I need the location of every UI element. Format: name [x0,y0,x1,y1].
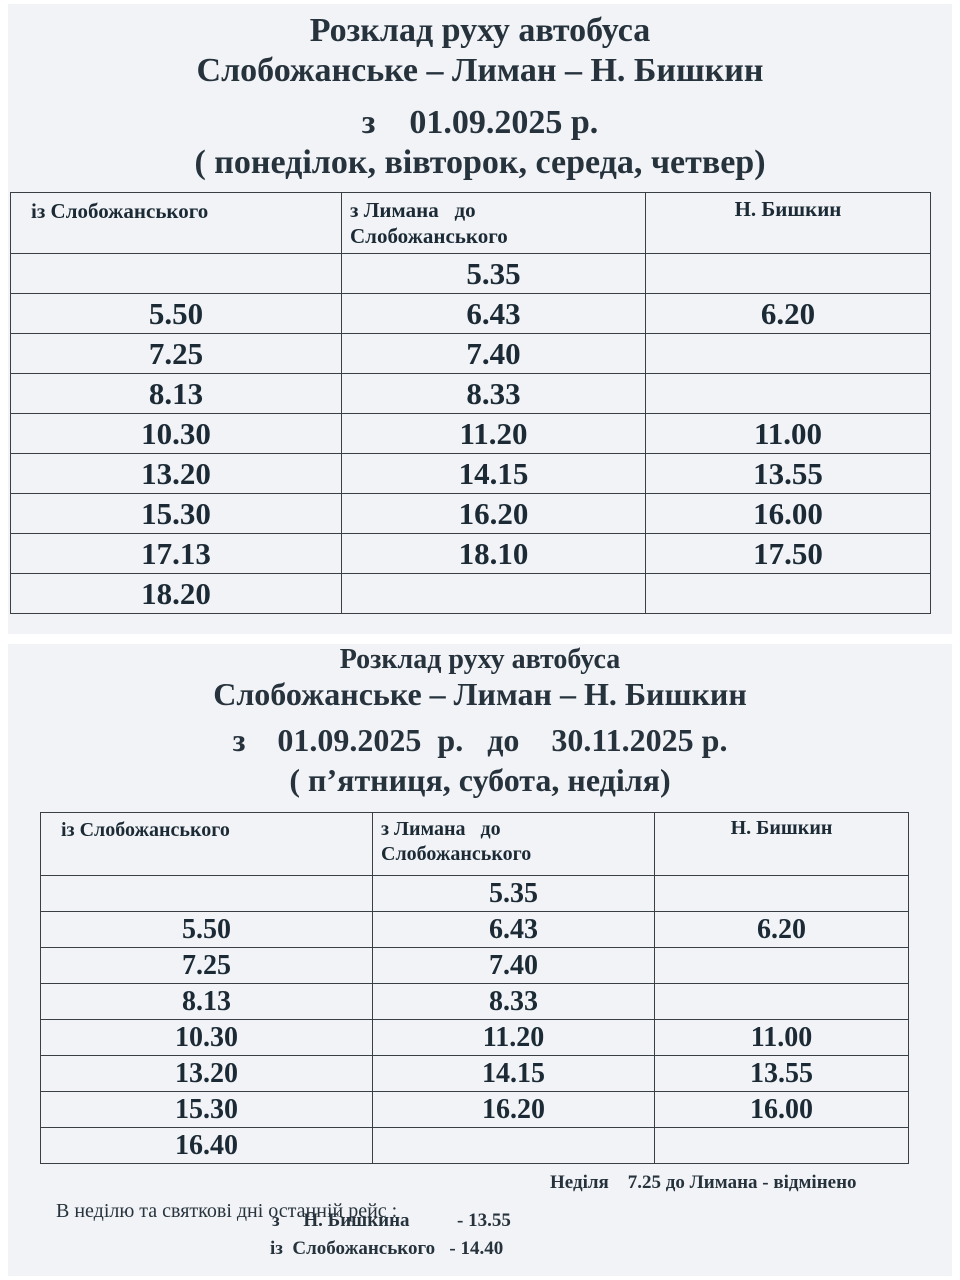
table-row [41,1128,909,1164]
time-from-lyman: 14.15 [373,1056,655,1092]
time-n-bishkin: 13.55 [646,454,931,494]
time-n-bishkin [646,334,931,374]
time-n-bishkin: 11.00 [655,1020,909,1056]
route-name: Слобожанське – Лиман – Н. Бишкин [196,52,764,89]
time-n-bishkin [646,374,931,414]
table-row [41,912,909,948]
valid-from-date: з 01.09.2025 р. [361,104,599,141]
valid-date-range: з 01.09.2025 р. до 30.11.2025 р. [232,722,728,758]
time-from-lyman [373,1128,655,1164]
header-n-bishkin: Н. Бишкин [655,813,909,876]
route-name: Слобожанське – Лиман – Н. Бишкин [213,676,747,712]
time-n-bishkin [655,1128,909,1164]
header-n-bishkin: Н. Бишкин [646,193,931,254]
time-n-bishkin: 11.00 [646,414,931,454]
header-from-lyman: з Лимана до Слобожанського [342,193,646,254]
table-row [41,1092,909,1128]
time-n-bishkin: 6.20 [646,294,931,334]
header-from-slobozhanske: із Слобожанського [11,193,342,254]
time-n-bishkin [655,984,909,1020]
time-from-lyman: 16.20 [373,1092,655,1128]
time-from-lyman: 5.35 [373,876,655,912]
time-n-bishkin: 13.55 [655,1056,909,1092]
table-row [41,984,909,1020]
schedule-title: Розклад руху автобуса [309,12,651,49]
table-row [11,414,931,454]
time-from-slobozhanske: 16.40 [41,1128,373,1164]
time-from-lyman: 8.33 [373,984,655,1020]
time-from-slobozhanske: 8.13 [11,374,342,414]
table-row [41,1020,909,1056]
time-from-slobozhanske: 15.30 [11,494,342,534]
time-n-bishkin [646,254,931,294]
schedule-panel-weekdays [8,4,952,634]
table-row [11,334,931,374]
timetable-weekdays [10,192,931,614]
header-from-slobozhanske: із Слобожанського [41,813,373,876]
table-row [41,1056,909,1092]
time-from-lyman: 5.35 [342,254,646,294]
time-from-lyman: 11.20 [342,414,646,454]
operating-days: ( п’ятниця, субота, неділя) [289,762,671,798]
note-sunday-holiday: В неділю та святкові дні останній рейс : [56,1200,398,1222]
time-from-slobozhanske [41,876,373,912]
table-row [11,254,931,294]
table-row [11,534,931,574]
table-row [11,294,931,334]
time-from-lyman: 7.40 [373,948,655,984]
note-last-from-bishkin: з Н. Бишкина - 13.55 [272,1210,511,1231]
table-row [11,494,931,534]
time-from-slobozhanske: 13.20 [41,1056,373,1092]
time-from-slobozhanske: 18.20 [11,574,342,614]
timetable-weekend [40,812,909,1164]
table-row [11,574,931,614]
time-from-slobozhanske: 10.30 [11,414,342,454]
time-from-slobozhanske: 15.30 [41,1092,373,1128]
time-n-bishkin [655,876,909,912]
time-from-slobozhanske: 7.25 [11,334,342,374]
time-from-slobozhanske: 7.25 [41,948,373,984]
time-n-bishkin: 16.00 [646,494,931,534]
schedule-title: Розклад руху автобуса [339,644,621,675]
time-n-bishkin: 6.20 [655,912,909,948]
table-row [11,454,931,494]
time-from-lyman: 11.20 [373,1020,655,1056]
operating-days: ( понеділок, вівторок, середа, четвер) [194,144,766,181]
time-from-slobozhanske: 5.50 [11,294,342,334]
time-n-bishkin: 16.00 [655,1092,909,1128]
table-row [41,948,909,984]
time-from-lyman: 6.43 [373,912,655,948]
time-from-slobozhanske: 10.30 [41,1020,373,1056]
time-from-slobozhanske: 8.13 [41,984,373,1020]
time-n-bishkin: 17.50 [646,534,931,574]
time-from-lyman: 16.20 [342,494,646,534]
table-row [41,876,909,912]
time-from-slobozhanske: 5.50 [41,912,373,948]
time-n-bishkin [646,574,931,614]
time-from-slobozhanske [11,254,342,294]
note-sunday-cancel: Неділя 7.25 до Лимана - відмінено [550,1172,857,1193]
time-from-slobozhanske: 13.20 [11,454,342,494]
table-row [11,374,931,414]
time-from-lyman: 18.10 [342,534,646,574]
time-n-bishkin [655,948,909,984]
header-from-lyman: з Лимана до Слобожанського [373,813,655,876]
time-from-lyman: 6.43 [342,294,646,334]
note-last-from-slobozhanske: із Слобожанського - 14.40 [270,1238,504,1259]
time-from-slobozhanske: 17.13 [11,534,342,574]
time-from-lyman [342,574,646,614]
time-from-lyman: 14.15 [342,454,646,494]
time-from-lyman: 7.40 [342,334,646,374]
time-from-lyman: 8.33 [342,374,646,414]
